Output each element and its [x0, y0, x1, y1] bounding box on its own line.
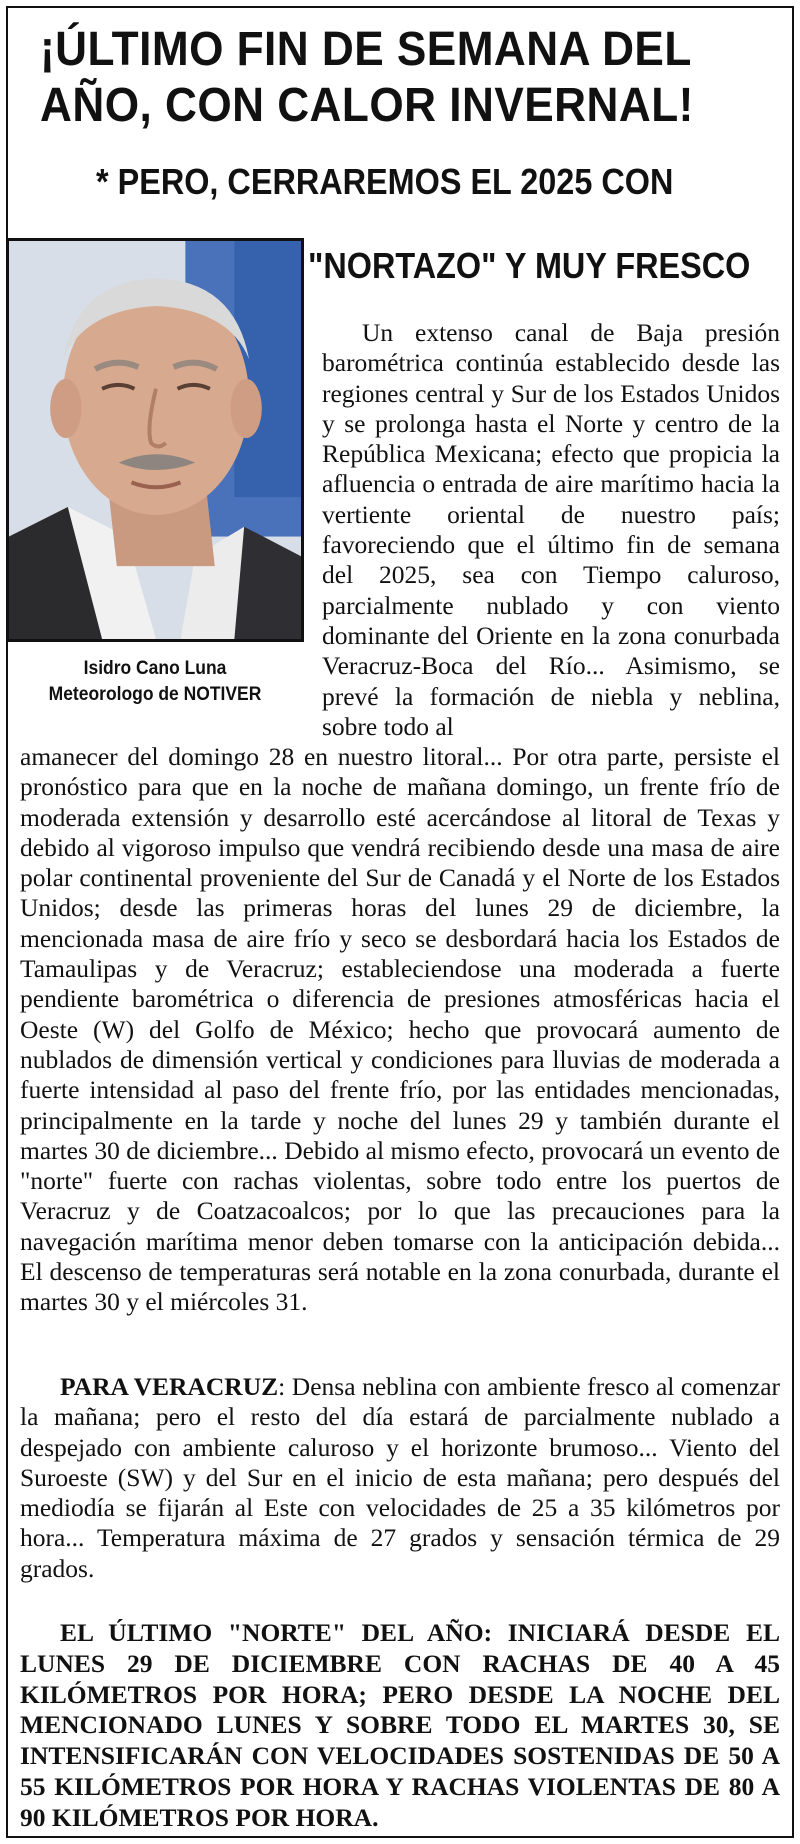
photo-caption [6, 656, 304, 708]
author-name: Isidro Cano Luna [83, 658, 227, 679]
article-body-continuation: amanecer del domingo 28 en nuestro litoral... Por otra parte, persiste el pronóstico para que en la noche de mañana domingo, un frente frío de moderada extensión y desarrollo esté acercándose al litoral de Texas y debido al vigoroso impulso que vendrá recibiendo desde una masa de aire polar continental proveniente del Sur de Canadá y el Norte de los Estados Unidos; desde las primeras horas del lunes 29 de diciembre, la mencionada masa de aire frío y seco se desbordará hacia los Estados de Tamaulipas y de Veracruz; estableciendose una moderada a fuerte pendiente barométrica o diferencia de presiones atmosféricas hacia el Oeste (W) del Golfo de México; hecho que provocará aumento de nublados de dimensión vertical y condiciones para lluvias de moderada a fuerte intensidad al paso del frente frío, por las entidades mencionadas, principalmente en la tarde y noche del lunes 29 y también durante el martes 30 de diciembre... Debido al mismo efecto, provocará un evento de "norte" fuerte con rachas violentas, sobre todo entre los puertos de Veracruz y de Coatzacoalcos; por lo que las precauciones para la navegación marítima menor deben tomarse con la anticipación debida... El descenso de temperaturas será notable en la zona conurbada, durante el martes 30 y el miércoles 31. [20, 742, 780, 1317]
author-role: Meteorologo de NOTIVER [48, 684, 262, 705]
article-body-column: Un extenso canal de Baja presión barométrica continúa establecido desde las regiones central y Sur de los Estados Unidos y se prolonga hasta el Norte y centro de la República Mexicana; efecto que propicia la afluencia o entrada de aire marítimo hacia la vertiente oriental de nuestro país; favoreciendo que el último fin de semana del 2025, sea con Tiempo caluroso, parcialmente nublado y con viento dominante del Oriente en la zona conurbada Veracruz-Boca del Río... Asimismo, se prevé la formación de niebla y neblina, sobre todo al [322, 318, 780, 741]
veracruz-forecast [20, 1372, 780, 1584]
subheadline-line-2: "NORTAZO" Y MUY FRESCO [308, 245, 751, 286]
subheadline-line-1: * PERO, CERRAREMOS EL 2025 CON [96, 161, 674, 202]
headline: ¡ÚLTIMO FIN DE SEMANA DEL AÑO, CON CALOR INVERNAL! [40, 23, 694, 132]
closing-bulletin: EL ÚLTIMO "NORTE" DEL AÑO: INICIARÁ DESDE EL LUNES 29 DE DICIEMBRE CON RACHAS DE 40 A 45 KILÓMETROS POR HORA; PERO DESDE LA NOCHE DEL MENCIONADO LUNES Y SOBRE TODO EL MARTES 30, SE INTENSIFICARÁN CON VELOCIDADES SOSTENIDAS DE 50 A 55 KILÓMETROS POR HORA Y RACHAS VIOLENTAS DE 80 A 90 KILÓMETROS POR HORA. [20, 1618, 780, 1832]
author-portrait-image [9, 241, 301, 639]
author-photo [6, 238, 304, 642]
veracruz-text: : Densa neblina con ambiente fresco al comenzar la mañana; pero el resto del día estará de parcialmente nublado a despejado con ambiente caluroso y el horizonte brumoso... Viento del Suroeste (SW) y del Sur en el inicio de esta mañana; pero después del mediodía se fijarán al Este con velocidades de 25 a 35 kilómetros por hora... Temperatura máxima de 27 grados y sensación térmica de 29 grados. [20, 1372, 781, 1583]
veracruz-label: PARA VERACRUZ [60, 1372, 279, 1401]
